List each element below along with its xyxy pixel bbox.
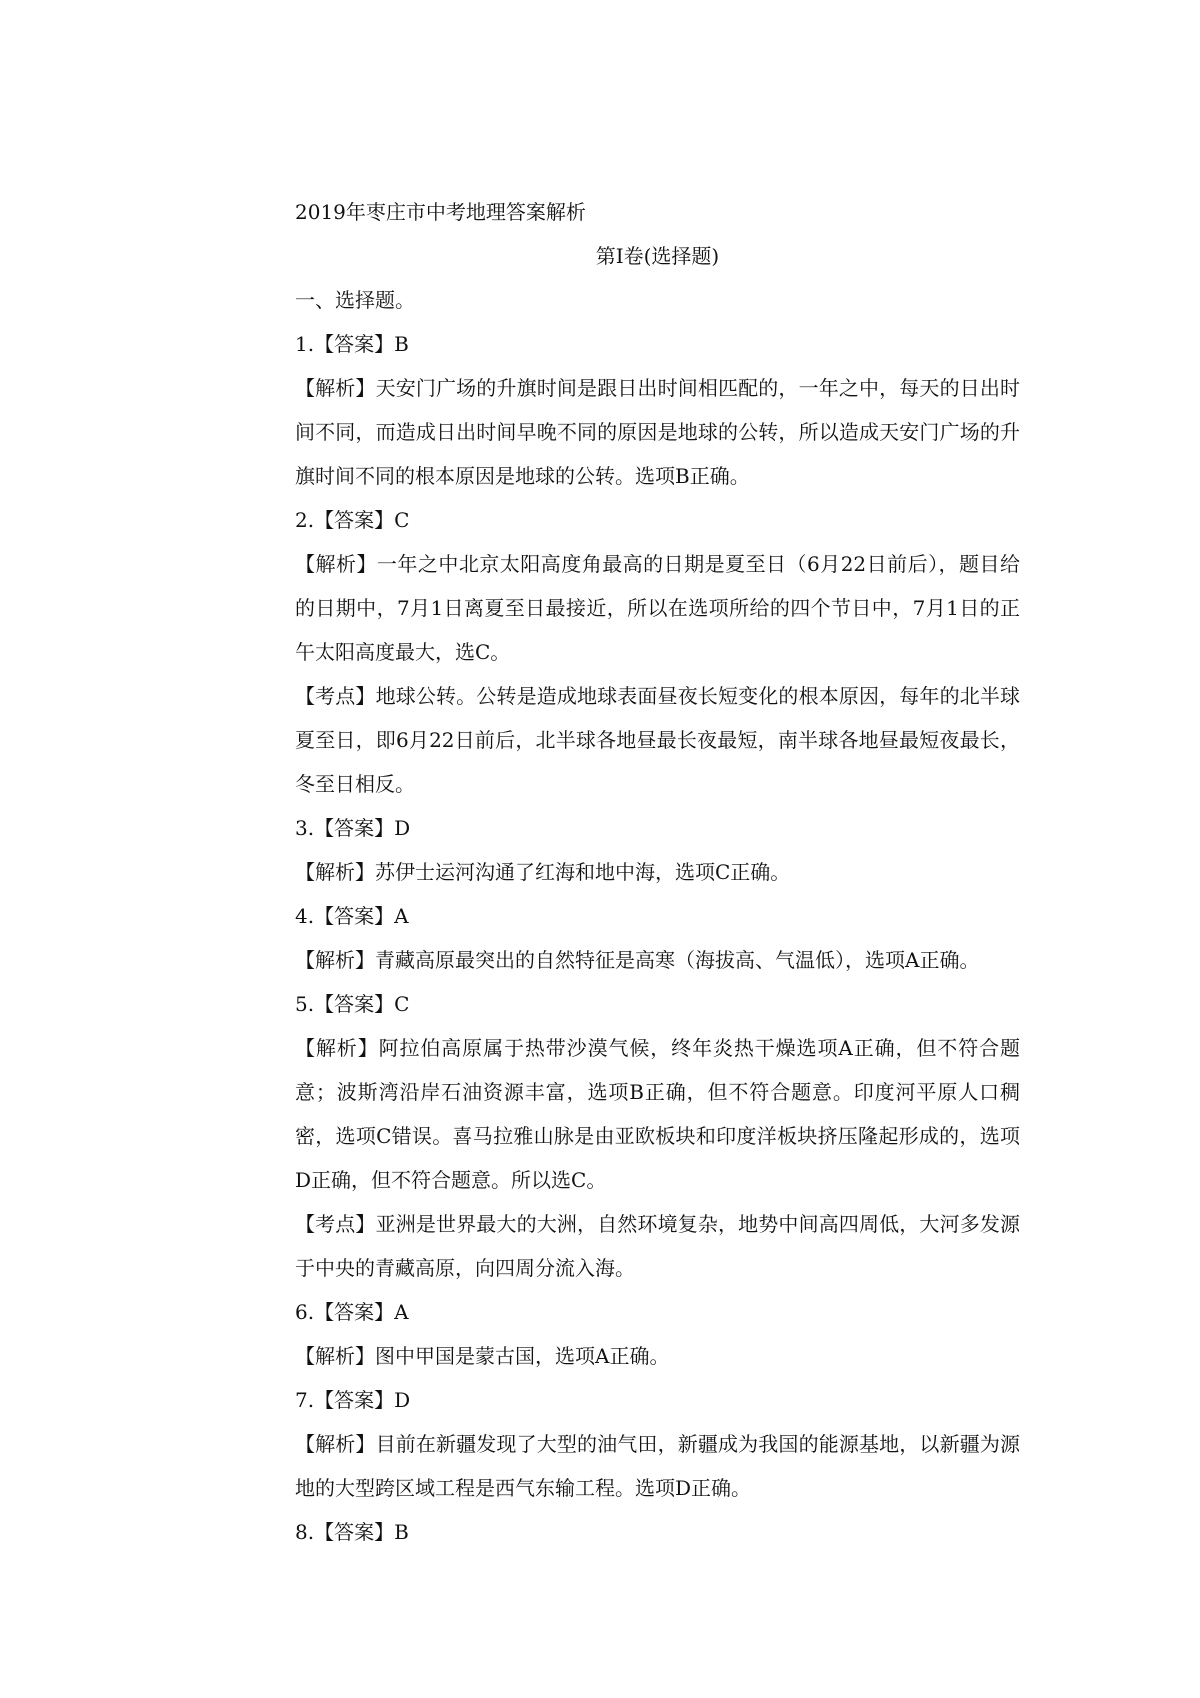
document-title: 2019年枣庄市中考地理答案解析 xyxy=(295,200,586,224)
section-title: 第Ⅰ卷(选择题) xyxy=(595,244,720,268)
keypoint-2: 【考点】地球公转。公转是造成地球表面昼夜长短变化的根本原因，每年的北半球夏至日，即6月22日前后，北半球各地昼最长夜最短，南半球各地昼最短夜最长，冬至日相反。 xyxy=(295,684,1020,796)
analysis-6: 【解析】图中甲国是蒙古国，选项A正确。 xyxy=(295,1344,670,1368)
analysis-1: 【解析】天安门广场的升旗时间是跟日出时间相匹配的，一年之中，每天的日出时间不同，而造成日出时间早晚不同的原因是地球的公转，所以造成天安门广场的升旗时间不同的根本原因是地球的公转。选项B正确。 xyxy=(295,376,1020,488)
answer-1: 1.【答案】B xyxy=(295,332,409,356)
answer-6: 6.【答案】A xyxy=(295,1300,409,1324)
analysis-5: 【解析】阿拉伯高原属于热带沙漠气候，终年炎热干燥选项A正确，但不符合题意；波斯湾沿岸石油资源丰富，选项B正确，但不符合题意。印度河平原人口稠密，选项C错误。喜马拉雅山脉是由亚欧板块和印度洋板块挤压隆起形成的，选项D正确，但不符合题意。所以选C。 xyxy=(295,1036,1020,1192)
keypoint-5: 【考点】亚洲是世界最大的大洲，自然环境复杂，地势中间高四周低，大河多发源于中央的青藏高原，向四周分流入海。 xyxy=(295,1212,1020,1280)
answer-3: 3.【答案】D xyxy=(295,816,411,840)
answer-5: 5.【答案】C xyxy=(295,992,410,1016)
document-body xyxy=(295,190,1020,1554)
answer-2: 2.【答案】C xyxy=(295,508,410,532)
analysis-7: 【解析】目前在新疆发现了大型的油气田，新疆成为我国的能源基地，以新疆为源地的大型跨区域工程是西气东输工程。选项D正确。 xyxy=(295,1432,1020,1500)
analysis-4: 【解析】青藏高原最突出的自然特征是高寒（海拔高、气温低），选项A正确。 xyxy=(295,948,980,972)
part-heading: 一、选择题。 xyxy=(295,288,415,312)
answer-8: 8.【答案】B xyxy=(295,1520,409,1544)
analysis-2: 【解析】一年之中北京太阳高度角最高的日期是夏至日（6月22日前后），题目给的日期中，7月1日离夏至日最接近，所以在选项所给的四个节日中，7月1日的正午太阳高度最大，选C。 xyxy=(295,552,1020,664)
answer-4: 4.【答案】A xyxy=(295,904,409,928)
analysis-3: 【解析】苏伊士运河沟通了红海和地中海，选项C正确。 xyxy=(295,860,791,884)
answer-7: 7.【答案】D xyxy=(295,1388,411,1412)
